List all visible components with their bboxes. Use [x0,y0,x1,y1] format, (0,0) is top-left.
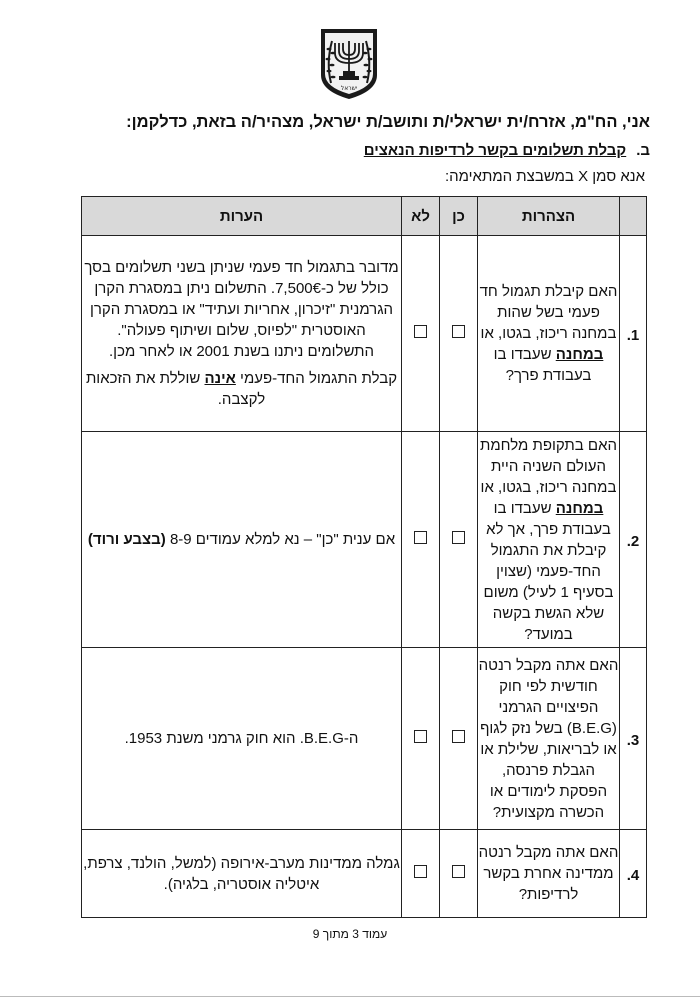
header-yes: כן [440,197,478,236]
row-note: גמלה ממדינות מערב-אירופה (למשל, הולנד, צרפת, איטליה אוסטריה, בלגיה). [82,830,402,918]
bottom-divider [0,996,700,997]
row-number: 1. [620,236,647,432]
table-row [82,236,647,432]
row-number: 3. [620,648,647,830]
emblem-of-israel-icon [317,27,381,101]
section-letter: ב. [636,142,650,159]
row-note: ה-B.E.G. הוא חוק גרמני משנת 1953. [82,648,402,830]
row-number: 4. [620,830,647,918]
header-statements: הצהרות [478,197,620,236]
table-row [82,830,647,918]
header-number [620,197,647,236]
row-note: מדובר בתגמול חד פעמי שניתן בשני תשלומים בסך כולל של כ-7,500€. התשלום ניתן במסגרת הקרן הגרמנית "זיכרון, אחריות ועתיד" או במסגרת הקרן האוסטרית "לפיוס, שלום ושיתוף פעולה". התשלומים ניתנו בשנת 2001 או לאחר מכן. קבלת התגמול החד-פעמי אינה שוללת את הזכאות לקצבה. [82,236,402,432]
table-row [82,648,647,830]
yes-checkbox[interactable] [440,236,478,432]
no-checkbox[interactable] [402,648,440,830]
header-notes: הערות [82,197,402,236]
declarations-table [81,196,647,918]
emblem-text: ישראל [340,85,358,92]
no-checkbox[interactable] [402,236,440,432]
header-no: לא [402,197,440,236]
no-checkbox[interactable] [402,830,440,918]
table-header-row [82,197,647,236]
row-number: 2. [620,432,647,648]
no-checkbox[interactable] [402,432,440,648]
yes-checkbox[interactable] [440,432,478,648]
yes-checkbox[interactable] [440,830,478,918]
row-question: האם קיבלת תגמול חד פעמי בשל שהות במחנה ריכוז, בגטו, או במחנה שעבדו בו בעבודת פרך? [478,236,620,432]
yes-checkbox[interactable] [440,648,478,830]
section-title [250,142,650,159]
declaration-heading: אני, הח"מ, אזרח/ית ישראלי/ת ותושב/ת ישראל, מצהיר/ה בזאת, כדלקמן: [126,113,650,131]
page-number: עמוד 3 מתוך 9 [312,927,388,941]
row-question: האם אתה מקבל רנטה ממדינה אחרת בקשר לרדיפות? [478,830,620,918]
row-question: האם בתקופת מלחמת העולם השניה היית במחנה ריכוז, בגטו, או במחנה שעבדו בו בעבודת פרך, אך לא קיבלת את התגמול החד-פעמי (שצוין בסעיף 1 לעיל) משום שלא הגשת בקשה במועד? [478,432,620,648]
row-question: האם אתה מקבל רנטה חודשית לפי חוק הפיצויים הגרמני (B.E.G) בשל נזק לגוף או לבריאות, שלילת או הגבלת פרנסה, הפסקת לימודים או הכשרה מקצועית? [478,648,620,830]
instruction-text: אנא סמן X במשבצת המתאימה: [444,168,645,185]
section-title-text: קבלת תשלומים בקשר לרדיפות הנאצים [363,142,627,159]
row-note: אם ענית "כן" – נא למלא עמודים 8-9 (בצבע ורוד) [82,432,402,648]
table-row [82,432,647,648]
